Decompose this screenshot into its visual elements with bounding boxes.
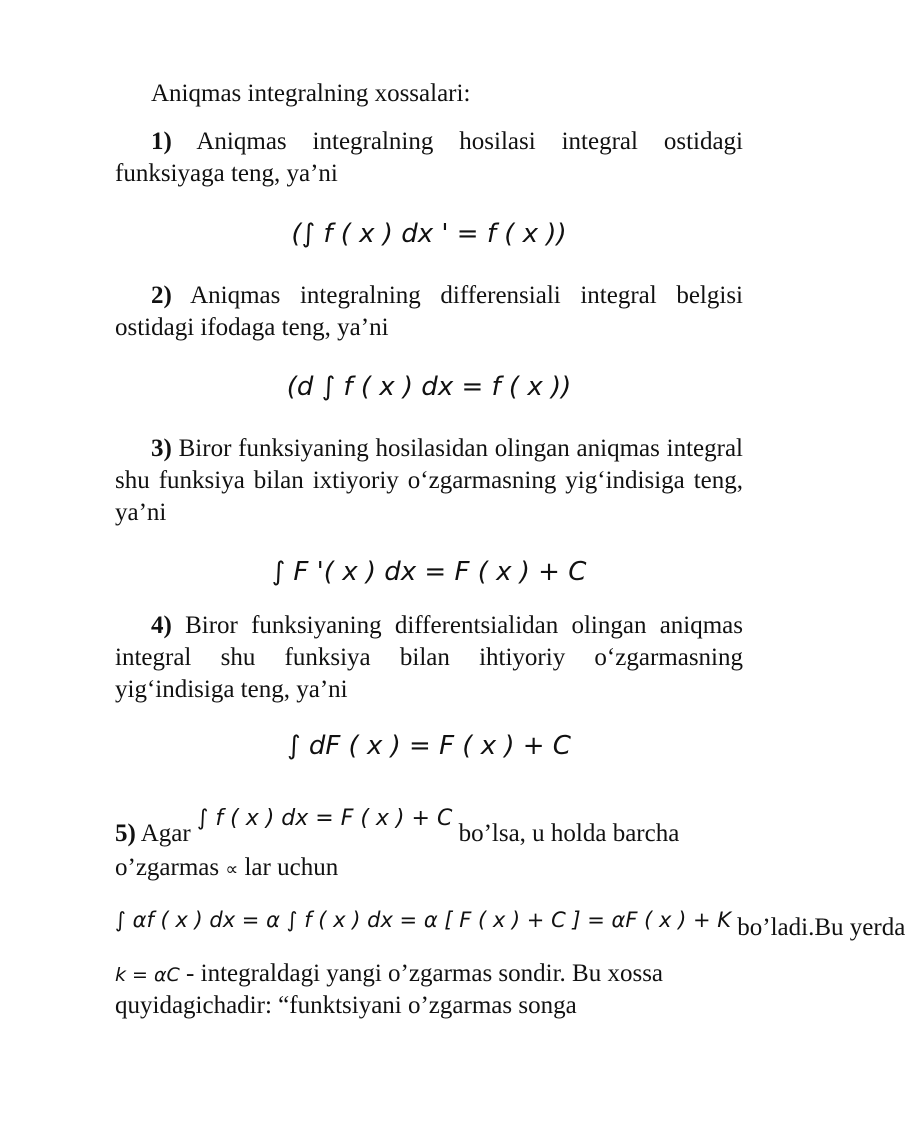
property-4-text	[115, 610, 743, 706]
property-5-text: lar uchun	[244, 854, 339, 881]
property-5-line-1	[115, 806, 680, 851]
property-5-text: - integraldagi yangi o’zgarmas sondir. Bu xossa	[186, 960, 664, 987]
property-5-line-4	[115, 958, 663, 991]
property-5-text: bo’ladi.Bu yerda	[737, 914, 905, 941]
property-description: Aniqmas integralning hosilasi integral ostidagi funksiyaga teng, ya’ni	[115, 128, 744, 187]
property-number: 5)	[115, 820, 136, 847]
property-description: Aniqmas integralning differensiali integral belgisi ostidagi ifodaga teng, ya’ni	[115, 282, 743, 341]
alpha-symbol: ∝	[225, 859, 239, 880]
property-1-text	[115, 126, 743, 190]
property-3-text	[115, 433, 743, 529]
property-5-line-5	[115, 990, 577, 1022]
property-1-formula: (∫ f ( x ) dx ' = f ( x ))	[291, 219, 567, 249]
property-description: Biror funksiyaning differentsialidan olingan aniqmas integral shu funksiya bilan ihtiyoriy o‘zgarmasning yig‘indisiga teng, ya’ni	[115, 612, 744, 703]
k-formula: k = αC	[115, 964, 180, 986]
property-number: 4)	[151, 612, 172, 639]
property-5-condition-formula: ∫ f ( x ) dx = F ( x ) + C	[196, 806, 453, 831]
property-5-condition-text: bo’lsa, u holda barcha	[458, 820, 680, 847]
agar-word: Agar	[140, 820, 191, 847]
property-3-formula: ∫ F '( x ) dx = F ( x ) + C	[271, 557, 587, 587]
property-description: Biror funksiyaning hosilasidan olingan aniqmas integral shu funksiya bilan ixtiyoriy o‘zgarmasning yig‘indisiga teng, ya’ni	[115, 435, 744, 526]
property-4-formula: ∫ dF ( x ) = F ( x ) + C	[287, 731, 571, 761]
property-number: 2)	[151, 282, 172, 309]
property-5-text: o’zgarmas	[115, 854, 220, 881]
property-2-formula: (d ∫ f ( x ) dx = f ( x ))	[286, 372, 572, 402]
property-5-formula: ∫ αf ( x ) dx = α ∫ f ( x ) dx = α [ F ( x ) + C ] = αF ( x ) + K	[115, 908, 732, 932]
property-number: 3)	[151, 435, 172, 462]
property-5-text: quyidagichadir: “funktsiyani o’zgarmas songa	[115, 992, 577, 1019]
property-number: 1)	[151, 128, 172, 155]
property-5-line-2	[115, 852, 338, 886]
property-2-text	[115, 280, 743, 344]
section-heading: Aniqmas integralning xossalari:	[151, 80, 471, 107]
property-5-line-3	[115, 908, 905, 944]
